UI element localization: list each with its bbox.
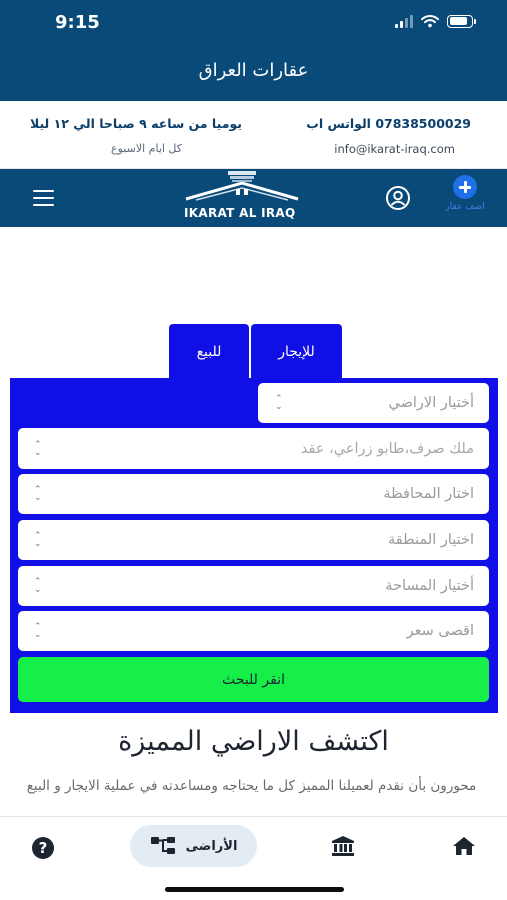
status-icons [395, 14, 473, 28]
app-header [0, 0, 507, 101]
chevron-updown-icon: ⌃ ⌄ [34, 485, 42, 503]
add-property-label: اضف عقار [445, 202, 485, 212]
hamburger-menu-icon[interactable] [33, 190, 54, 206]
size-select[interactable] [18, 566, 489, 606]
site-logo[interactable] [180, 169, 304, 227]
contact-email[interactable]: info@ikarat-iraq.com [334, 142, 455, 156]
nav-lands-label: الأراضى [185, 838, 238, 854]
ownership-type-select[interactable] [18, 428, 489, 469]
status-time: 9:15 [55, 12, 100, 33]
discover-text: محورون بأن نقدم لعميلنا المميز كل ما يحتاجه ومساعدته في عملية الايجار و البيع [26, 778, 477, 794]
province-value: اختار المحافظة [383, 486, 474, 502]
area-value: اختيار المنطقة [388, 532, 474, 548]
user-circle-icon[interactable] [385, 185, 411, 215]
cellular-signal-icon [395, 14, 413, 28]
plus-circle-icon [453, 175, 477, 199]
land-type-value: أختيار الاراضي [388, 395, 474, 411]
ownership-type-value: ملك صرف،طابو زراعي، عقد [300, 440, 474, 457]
max-price-select[interactable] [18, 611, 489, 651]
add-property-button[interactable] [437, 175, 493, 212]
bottom-nav [0, 816, 507, 900]
chevron-updown-icon: ⌃ ⌄ [34, 622, 42, 640]
battery-icon [447, 15, 473, 28]
tab-for-rent[interactable]: للإيجار [251, 324, 342, 379]
home-icon[interactable] [452, 836, 476, 856]
logo-text: IKARAT AL IRAQ [184, 206, 296, 220]
province-select[interactable] [18, 474, 489, 514]
search-button[interactable]: انقر للبحث [18, 657, 489, 702]
working-days: كل ايام الاسبوع [111, 142, 182, 155]
home-indicator [165, 887, 344, 892]
working-hours: يوميا من ساعه ٩ صباحا الي ١٢ ليلا [29, 116, 242, 131]
tab-for-sale[interactable]: للبيع [169, 324, 249, 379]
chevron-updown-icon: ⌃ ⌄ [275, 394, 283, 412]
chevron-updown-icon: ⌃ ⌄ [34, 531, 42, 549]
size-value: أختيار المساحة [385, 578, 474, 594]
wifi-icon [421, 14, 439, 28]
help-circle-icon[interactable]: ? [32, 837, 54, 859]
chevron-updown-icon: ⌃ ⌄ [34, 439, 42, 458]
nav-lands[interactable] [130, 825, 257, 867]
whatsapp-number[interactable]: 07838500029 الواتس اب [306, 116, 471, 131]
nav-bar [0, 169, 507, 227]
max-price-value: اقصى سعر [406, 623, 474, 639]
app-title: عقارات العراق [198, 60, 309, 81]
chevron-updown-icon: ⌃ ⌄ [34, 577, 42, 595]
bank-building-icon[interactable] [331, 835, 355, 857]
contact-strip [0, 101, 507, 169]
sitemap-icon [150, 836, 176, 856]
search-panel [10, 378, 498, 713]
land-type-select[interactable] [258, 383, 489, 423]
discover-title: اكتشف الاراضي المميزة [118, 726, 389, 757]
area-select[interactable] [18, 520, 489, 560]
